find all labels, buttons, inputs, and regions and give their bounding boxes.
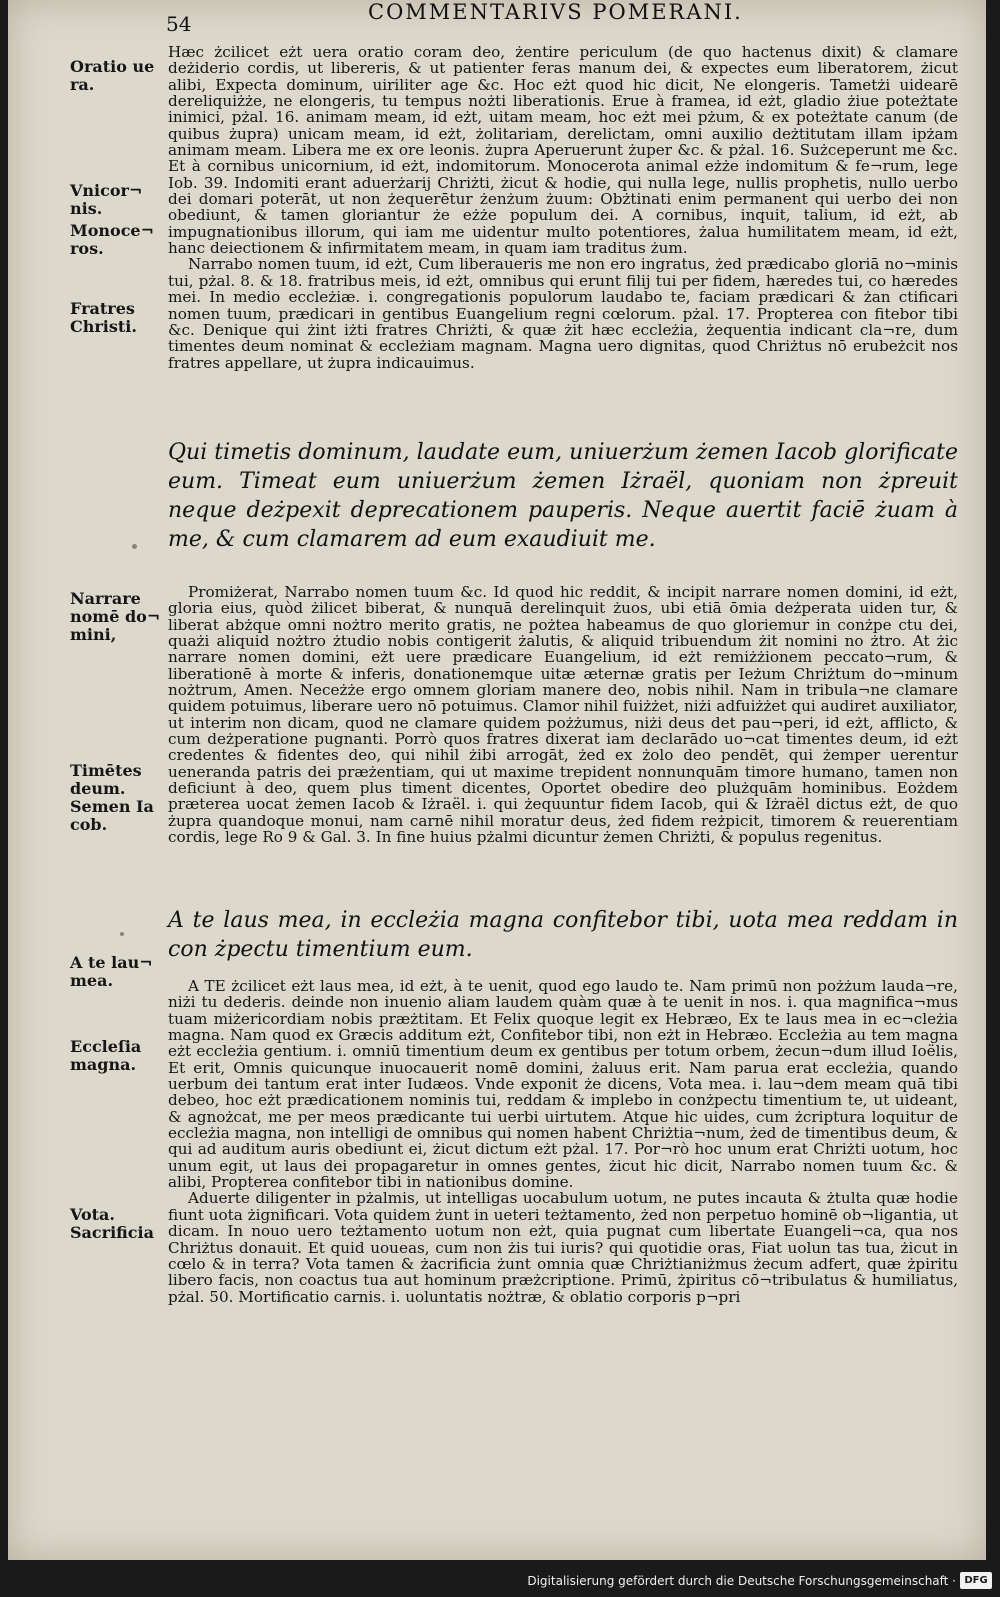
- commentary-block-1: [168, 44, 958, 371]
- paragraph: A TE żcilicet eżt laus mea, id eżt, à te uenit, quod ego laudo te. Nam primū non pożżum lauda¬re, niżi tu dederis. deinde non inuenio aliam laudem quàm quæ à te uenit in nos. i. qua magnifica¬mus tuam miżericordiam nobis præżtitam. Et Felix quoque legit ex Hebræo, Ex te laus mea in ec¬cleżia magna. Nam quod ex Græcis additum eżt, Confitebor tibi, non eżt in Hebræo. Eccleżia au tem magna eżt eccleżia gentium. i. omniū timentium deum ex gentibus per totum orbem, żecun¬dum illud Ioëlis, Et erit, Omnis quicunque inuocauerit nomē domini, żaluus erit. Nam parua erat eccleżia, quando uerbum dei tantum erat inter Iudæos. Vnde exponit że dicens, Vota mea. i. lau¬dem meam quā tibi debeo, hoc eżt prædicationem nominis tui, reddam & implebo in conżpectu timentium te, ut uideant, & agnożcat, me per meos prædicante tui uerbi uirtutem. Atque hic uides, cum żcriptura loquitur de eccleżia magna, non intelligi de omnibus qui nomen habent Chriżtia¬num, żed de timentibus deum, & qui ad auditum auris obediunt ei, żicut dictum eżt pżal. 17. Por¬rò hoc unum erat Chriżti uotum, hoc unum egit, ut laus dei propagaretur in omnes gentes, żicut hic dicit, Narrabo nomen tuum &c. & alibi, Propterea confitebor tibi in nationibus domine.: [168, 977, 958, 1192]
- dfg-logo: DFG: [960, 1572, 992, 1589]
- paragraph: Promiżerat, Narrabo nomen tuum &c. Id quod hic reddit, & incipit narrare nomen domini, id eżt, gloria eius, quòd żilicet biberat, & nunquā derelinquit żuos, ubi etiā ōmia deżperata uiden tur, & liberat abżque omni nożtro merito gratis, ne pożtea habeamus de quo gloriemur in conżpe ctu dei, quażi aliquid nożtro żtudio nobis contigerit żalutis, & aliquid tribuendum żit nomini no żtro. At żic narrare nomen domini, eżt uere prædicare Euangelium, id eżt remiżżionem peccato¬rum, & liberationē à morte & inferis, donationemque uitæ æternæ gratis per Ieżum Chriżtum do¬minum nożtrum, Amen. Neceżże ergo omnem gloriam manere deo, nobis nihil. Nam in tribula¬ne clamare quidem potuimus, liberare uero nō potuimus. Clamor nihil fuiżżet, niżi adfuiżżet qui audiret auxiliator, ut interim non dicam, quod ne clamare quidem pożżumus, niżi deus det pau¬peri, id eżt, afflicto, & cum deżperatione pugnanti. Porrò quos fratres dixerat iam declarādo uo¬cat timentes deum, id eżt credentes & fidentes deo, qui nihil żibi arrogāt, żed ex żolo deo pendēt, qui żemper uerentur ueneranda patris dei præżentiam, qui ut maxime trepident nonnunquām timore humano, tamen non deficiunt à deo, quem plus timent dicentes, Oportet obedire deo plużquām hominibus. Eożdem præterea uocat żemen Iacob & Iżraël. i. qui żequuntur fidem Iacob, qui & Iżraël dictus eżt, de quo żupra quandoque monui, nam carnē nihil moratur deus, żed fidem reżpicit, timorem & reuerentiam cordis, lege Ro 9 & Gal. 3. In fine huius pżalmi dicuntur żemen Chriżti, & populus regenitus.: [168, 583, 958, 847]
- margin-note-monoceros: Monoce¬ ros.: [70, 221, 155, 258]
- margin-note-timentes: Timētes deum. Semen Ia cob.: [70, 761, 154, 834]
- paragraph: Aduerte diligenter in pżalmis, ut intelligas uocabulum uotum, ne putes incauta & żtulta quæ hodie fiunt uota żignificari. Vota quidem żunt in ueteri teżtamento, żed non perpetuo hominē ob¬ligantia, ut dicam. In nouo uero teżtamento uotum non eżt, quia pugnat cum libertate Euangeli¬ca, qua nos Chriżtus donauit. Et quid uoueas, cum non żis tui iuris? qui quotidie oras, Fiat uolun tas tua, żicut in cœlo & in terra? Vota tamen & żacrificia żunt omnia quæ Chriżtianiżmus żecum adfert, quæ żpiritu libero facis, non coactus tua aut hominum præżcriptione. Primū, żpiritus cō¬tribulatus & humiliatus, pżal. 50. Mortificatio carnis. i. uoluntatis nożtræ, & oblatio corporis p¬pri: [168, 1189, 958, 1306]
- digitization-footer: [0, 1566, 1000, 1597]
- margin-note-oratio: Oratio ue ra.: [70, 57, 155, 94]
- funding-credit: Digitalisierung gefördert durch die Deutsche Forschungsgemeinschaft ·: [527, 1574, 956, 1588]
- page-number: 54: [166, 12, 192, 36]
- margin-note-narrare: Narrare nomē do¬ mini,: [70, 589, 161, 644]
- paragraph: Hæc żcilicet eżt uera oratio coram deo, żentire periculum (de quo hactenus dixit) & clamare deżiderio cordis, ut libereris, & ut patienter feras manum dei, & expectes eum liberatorem, żicut alibi, Expecta dominum, uiriliter age &c. Hoc eżt quod hic dicit, Ne elongeris. Tametżi uidearē dereliquiżże, ne elongeris, tu tempus nożti liberationis. Erue à framea, id eżt, gladio żiue poteżtate inimici, pżal. 16. animam meam, id eżt, uitam meam, hoc eżt mei pżum, & ex poteżtate canum (de quibus żupra) unicam meam, id eżt, żolitariam, derelictam, omni auxilio deżtitutam illam ipżam animam meam. Libera me ex ore leonis. żupra Aperuerunt żuper &c. & pżal. 16. Sużceperunt me &c. Et à cornibus unicornium, id eżt, indomitorum. Monocerota animal eżże indomitum & fe¬rum, lege Iob. 39. Indomiti erant aduerżarij Chriżti, żicut & hodie, qui nulla lege, nullis prophetis, nullo uerbo dei domari poterāt, ut non żequerētur żenżum żuum: Obżtinati enim permanent qui uerbo dei non obediunt, & tamen gloriantur że eżże populum dei. A cornibus, inquit, talium, id eżt, ab impugnationibus illorum, qui iam me uidentur multo potentiores, żalua humilitatem meam, id eżt, hanc deiectionem & infirmitatem meam, in quam iam traditus żum.: [168, 43, 958, 258]
- psalm-verse-1: [168, 438, 958, 554]
- psalm-verse-2: [168, 906, 958, 964]
- margin-note-fratres: Fratres Christi.: [70, 299, 137, 336]
- commentary-block-3: [168, 978, 958, 1305]
- margin-note-unicornis: Vnicor¬ nis.: [70, 181, 143, 218]
- paragraph: Narrabo nomen tuum, id eżt, Cum liberaueris me non ero ingratus, żed prædicabo gloriā no¬minis tui, pżal. 8. & 18. fratribus meis, id eżt, omnibus qui erunt filij tui per fidem, hæredes tui, co hæredes mei. In medio eccleżiæ. i. congregationis populorum laudabo te, faciam prædicari & żan ctificari nomen tuum, prædicari in gentibus Euangelium regni cœlorum. pżal. 17. Propterea con fitebor tibi &c. Denique qui żint iżti fratres Chriżti, & quæ żit hæc eccleżia, żequentia indicant cla¬re, dum timentes deum nominat & eccleżiam magnam. Magna uero dignitas, quod Chriżtus nō erubeżcit nos fratres appellare, ut żupra indicauimus.: [168, 255, 958, 372]
- verse-text: Qui timetis dominum, laudate eum, uniuerżum żemen Iacob glorificate eum. Timeat eum uniuerżum żemen Iżraël, quoniam non żpreuit neque deżpexit deprecationem pauperis. Neque auertit faciē żuam à me, & cum clamarem ad eum exaudiuit me.: [168, 440, 958, 552]
- book-page: [8, 0, 986, 1560]
- margin-note-ecclesia: Eccleſia magna.: [70, 1037, 142, 1074]
- margin-note-vota: Vota. Sacrificia: [70, 1205, 154, 1242]
- margin-note-a-te-laus: A te lau¬ mea.: [70, 953, 153, 990]
- commentary-block-2: [168, 584, 958, 846]
- ink-speck: [120, 932, 124, 936]
- running-head: COMMENTARIVS POMERANI.: [368, 0, 743, 24]
- ink-speck: [132, 544, 137, 549]
- verse-text: A te laus mea, in eccleżia magna confitebor tibi, uota mea reddam in con żpectu timentium eum.: [168, 908, 958, 962]
- page-header: [158, 0, 958, 36]
